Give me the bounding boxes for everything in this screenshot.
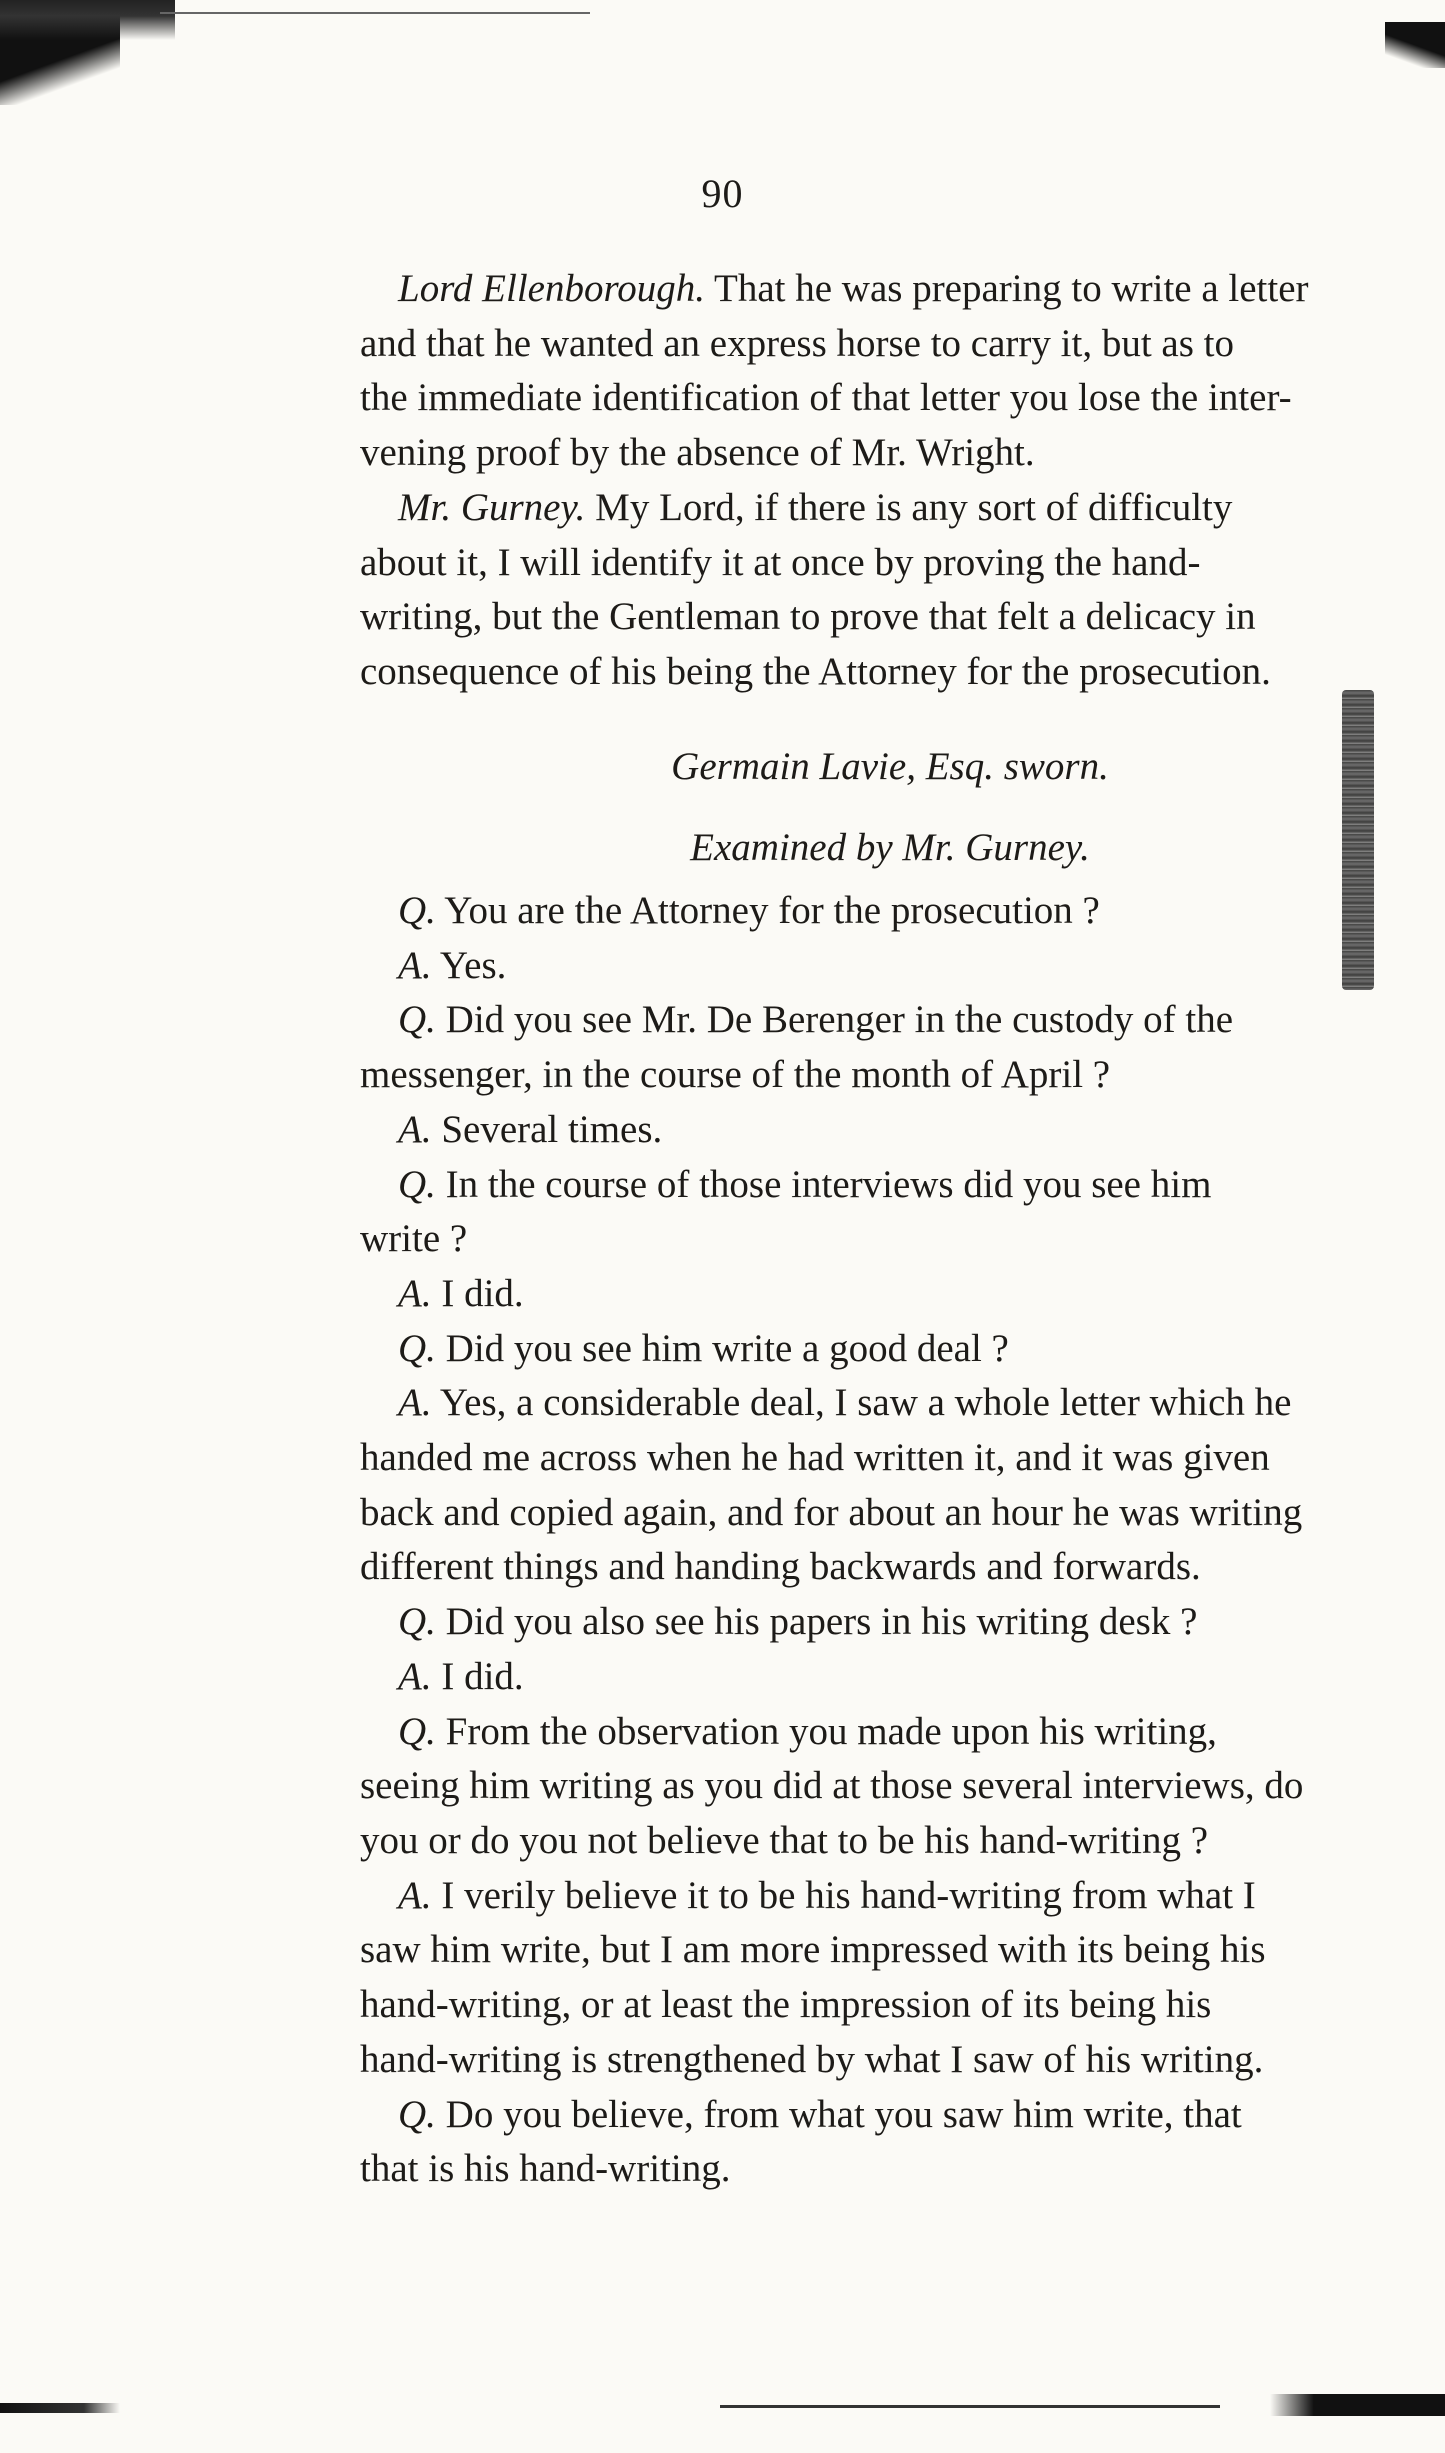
text-line: that is his hand-writing. — [360, 2147, 731, 2191]
text-line: hand-writing is strengthened by what I saw of his writing. — [360, 2037, 1264, 2081]
speaker-label: Lord Ellenborough. — [398, 267, 705, 310]
text-line — [360, 993, 1420, 1048]
scan-rule-bottom — [720, 2405, 1220, 2408]
line-text: Did you also see his papers in his writing desk ? — [435, 1600, 1198, 1644]
text-line — [360, 1376, 1420, 1431]
text-line — [360, 262, 1420, 317]
text-line: back and copied again, and for about an hour he was writing — [360, 1490, 1303, 1534]
text-line: saw him write, but I am more impressed with its being his — [360, 1928, 1266, 1972]
speaker-label: A. — [398, 1873, 432, 1917]
speaker-label: A. — [398, 1271, 432, 1315]
text-line: different things and handing backwards and forwards. — [360, 1545, 1201, 1589]
line-text: I did. — [431, 1654, 524, 1698]
speaker-label: A. — [398, 1381, 432, 1425]
section-heading-examined: Examined by Mr. Gurney. — [690, 826, 1090, 870]
scan-shadow-bottom-right — [1270, 2394, 1445, 2416]
text-line — [360, 481, 1420, 536]
speaker-label: Mr. Gurney. — [398, 485, 586, 529]
speaker-label: A. — [398, 943, 432, 987]
text-line — [360, 884, 1420, 939]
body-text — [360, 262, 1420, 2197]
text-line — [360, 1103, 1420, 1158]
line-text: Yes, a considerable deal, I saw a whole letter which he — [431, 1381, 1292, 1425]
line-text: I did. — [431, 1271, 524, 1315]
text-line: consequence of his being the Attorney for the prosecution. — [360, 649, 1271, 693]
speaker-label: Q. — [398, 2092, 436, 2136]
page-number: 90 — [701, 171, 744, 216]
text-line: writing, but the Gentleman to prove that felt a delicacy in — [360, 595, 1256, 639]
text-line: and that he wanted an express horse to carry it, but as to — [360, 321, 1234, 365]
line-text: You are the Attorney for the prosecution ? — [435, 889, 1100, 933]
line-text: My Lord, if there is any sort of difficulty — [585, 485, 1233, 529]
speaker-label: A. — [398, 1107, 432, 1151]
section-heading-sworn: Germain Lavie, Esq. sworn. — [671, 744, 1109, 788]
speaker-label: Q. — [398, 1162, 436, 1206]
text-line: hand-writing, or at least the impression of its being his — [360, 1983, 1212, 2027]
text-line: handed me across when he had written it, and it was given — [360, 1436, 1270, 1480]
line-text: Did you see him write a good deal ? — [435, 1326, 1009, 1370]
speaker-label: A. — [398, 1654, 432, 1698]
text-line — [360, 1267, 1420, 1322]
text-line — [360, 1158, 1420, 1213]
text-line — [360, 1650, 1420, 1705]
scan-shadow-top-right — [1385, 22, 1445, 68]
text-line: about it, I will identify it at once by proving the hand- — [360, 540, 1201, 584]
text-line: vening proof by the absence of Mr. Wright. — [360, 431, 1035, 475]
scan-shadow-top-edge — [0, 0, 175, 40]
line-text: Do you believe, from what you saw him write, that — [435, 2092, 1242, 2136]
text-line — [360, 1595, 1420, 1650]
line-text: From the observation you made upon his writing, — [435, 1709, 1217, 1753]
text-line: seeing him writing as you did at those several interviews, do — [360, 1764, 1304, 1808]
line-text: In the course of those interviews did you see him — [435, 1162, 1212, 1206]
text-line — [360, 2088, 1420, 2143]
line-text: Several times. — [431, 1107, 663, 1151]
line-text: That he was preparing to write a letter — [704, 267, 1309, 310]
line-text: Yes. — [431, 943, 507, 987]
speaker-label: Q. — [398, 1326, 436, 1370]
text-line — [360, 1869, 1420, 1924]
speaker-label: Q. — [398, 889, 436, 933]
text-line — [360, 939, 1420, 994]
text-line: write ? — [360, 1217, 468, 1261]
text-line: messenger, in the course of the month of April ? — [360, 1053, 1111, 1097]
text-line — [360, 1322, 1420, 1377]
line-text: Did you see Mr. De Berenger in the custody of the — [435, 998, 1234, 1042]
scan-rule-top — [160, 12, 590, 14]
speaker-label: Q. — [398, 1600, 436, 1644]
speaker-label: Q. — [398, 998, 436, 1042]
speaker-label: Q. — [398, 1709, 436, 1753]
scan-shadow-bottom-left — [0, 2403, 120, 2413]
line-text: I verily believe it to be his hand-writing from what I — [431, 1873, 1256, 1917]
text-line — [360, 1705, 1420, 1760]
text-line: you or do you not believe that to be his hand-writing ? — [360, 1818, 1209, 1862]
text-line: the immediate identification of that letter you lose the inter- — [360, 376, 1292, 420]
